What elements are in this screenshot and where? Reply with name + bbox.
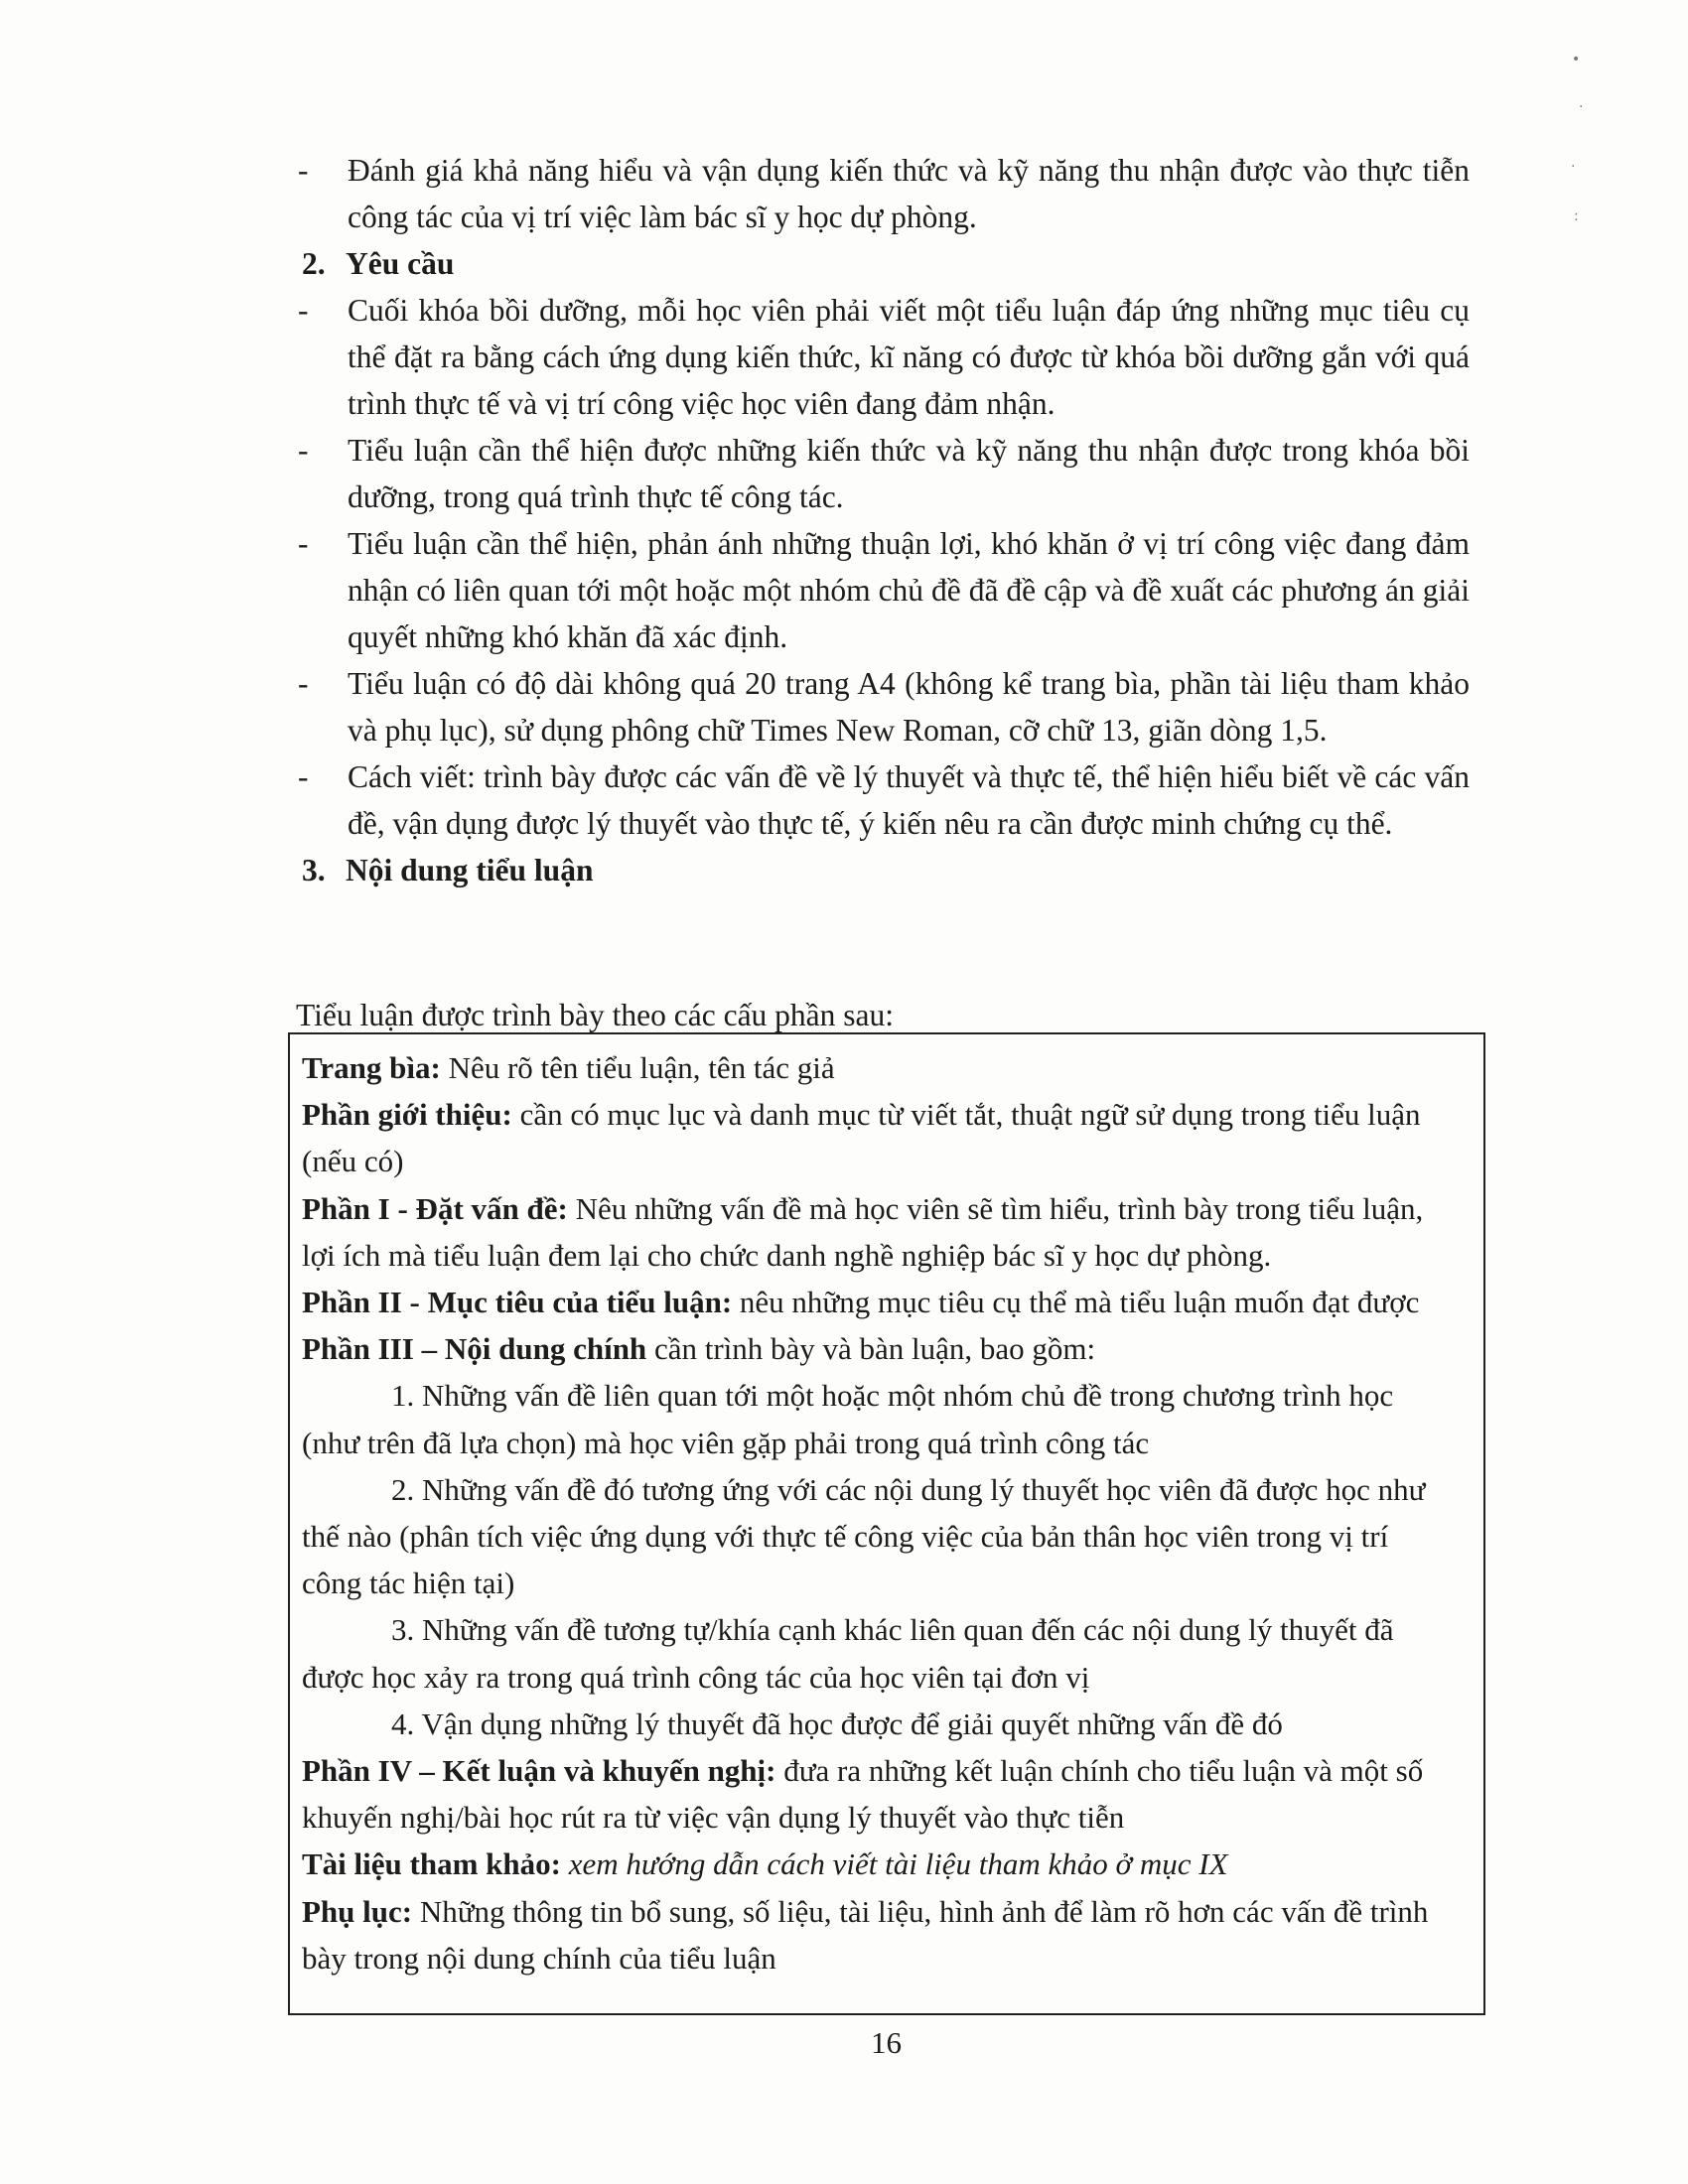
item-label: Tài liệu tham khảo: [302,1846,561,1882]
item-text: nêu những mục tiêu cụ thể mà tiểu luận muốn đạt được [732,1285,1420,1320]
scan-speck: • [1572,52,1581,68]
bullet-section [298,147,1470,893]
bullet-text: Tiểu luận cần thể hiện được những kiến thức và kỹ năng thu nhận được trong khóa bồi dưỡng, trong quá trình thực tế công tác. [348,433,1470,514]
part3-subitem: 2. Những vấn đề đó tương ứng với các nội dung lý thuyết học viên đã được học như thế nào (phân tích việc ứng dụng với thực tế công việc của bản thân học viên trong vị trí công tác hiện tại) [302,1471,1426,1601]
item-label: Phần II - Mục tiêu của tiểu luận: [302,1285,733,1320]
bullet-text: Cách viết: trình bày được các vấn đề về lý thuyết và thực tế, thể hiện hiểu biết về các vấn đề, vận dụng được lý thuyết vào thực tế, ý kiến nêu ra cần được minh chứng cụ thể. [348,759,1470,841]
scan-speck: · [1571,159,1576,175]
item-text: Nêu những vấn đề mà học viên sẽ tìm hiểu, trình bày trong tiểu luận, lợi ích mà tiểu luận đem lại cho chức danh nghề nghiệp bác sĩ y học dự phòng. [302,1190,1424,1273]
box-item-cover [302,1044,1456,1091]
box-item-intro [302,1091,1456,1184]
box-item-appendix [302,1888,1456,1981]
part3-subitem: 3. Những vấn đề tương tự/khía cạnh khác liên quan đến các nội dung lý thuyết đã được học xảy ra trong quá trình công tác của học viên tại đơn vị [302,1612,1394,1695]
part3-subitem: 4. Vận dụng những lý thuyết đã học được để giải quyết những vấn đề đó [391,1706,1283,1741]
section-heading-3 [302,847,1470,893]
scan-speck: : [1574,208,1579,224]
item-label: Phần III – Nội dung chính [302,1331,647,1367]
section-number: 3. [302,853,326,887]
item-label: Phần I - Đặt vấn đề: [302,1190,568,1226]
section-title: Yêu cầu [346,246,455,281]
bullet-item [298,147,1470,240]
scan-speck: · [1579,99,1584,115]
bullet-item [298,520,1470,660]
item-label: Phụ lục: [302,1893,413,1929]
section-number: 2. [302,246,326,281]
box-item-part3 [302,1325,1456,1372]
item-label: Trang bìa: [302,1050,441,1085]
bullet-dash: - [298,526,309,561]
item-text: đưa ra những kết luận chính cho tiểu luận và một số khuyến nghị/bài học rút ra từ việc vận dụng lý thuyết vào thực tiễn [302,1753,1424,1836]
bullet-text: Tiểu luận cần thể hiện, phản ánh những thuận lợi, khó khăn ở vị trí công việc đang đảm nhận có liên quan tới một hoặc một nhóm chủ đề đã đề cập và đề xuất các phương án giải quyết những khó khăn đã xác định. [348,526,1470,654]
bullet-item [298,287,1470,427]
section-intro: Tiểu luận được trình bày theo các cấu phần sau: [296,998,895,1032]
page-number: 16 [871,2025,902,2060]
item-text: xem hướng dẫn cách viết tài liệu tham khảo ở mục IX [560,1846,1228,1882]
section-heading-2 [302,240,1470,287]
bullet-text: Tiểu luận có độ dài không quá 20 trang A4 (không kể trang bìa, phần tài liệu tham khảo và phụ lục), sử dụng phông chữ Times New Roman, cỡ chữ 13, giãn dòng 1,5. [348,666,1470,748]
structure-box [288,1032,1485,2015]
item-text: Những thông tin bổ sung, số liệu, tài liệu, hình ảnh để làm rõ hơn các vấn đề trình bày trong nội dung chính của tiểu luận [302,1893,1429,1976]
item-text: cần có mục lục và danh mục từ viết tắt, thuật ngữ sử dụng trong tiểu luận (nếu có) [302,1097,1421,1179]
bullet-dash: - [298,153,309,188]
bullet-dash: - [298,759,309,794]
item-label: Phần giới thiệu: [302,1097,512,1133]
bullet-item [298,660,1470,753]
bullet-dash: - [298,433,309,468]
item-label: Phần IV – Kết luận và khuyến nghị: [302,1753,776,1789]
bullet-item [298,753,1470,847]
bullet-dash: - [298,293,309,328]
box-item-part4 [302,1747,1456,1841]
bullet-text: Đánh giá khả năng hiểu và vận dụng kiến thức và kỹ năng thu nhận được vào thực tiễn công tác của vị trí việc làm bác sĩ y học dự phòng. [348,153,1470,234]
bullet-dash: - [298,666,309,701]
bullet-item [298,427,1470,520]
box-item-part1 [302,1185,1456,1279]
box-item-references [302,1841,1456,1887]
bullet-text: Cuối khóa bồi dưỡng, mỗi học viên phải viết một tiểu luận đáp ứng những mục tiêu cụ thể đặt ra bằng cách ứng dụng kiến thức, kĩ năng có được từ khóa bồi dưỡng gắn với quá trình thực tế và vị trí công việc học viên đang đảm nhận. [348,293,1470,421]
item-text: cần trình bày và bàn luận, bao gồm: [646,1331,1096,1367]
box-item-part2 [302,1279,1456,1325]
part3-subitem: 1. Những vấn đề liên quan tới một hoặc một nhóm chủ đề trong chương trình học (như trên đã lựa chọn) mà học viên gặp phải trong quá trình công tác [302,1378,1394,1460]
section-title: Nội dung tiểu luận [346,853,594,887]
item-text: Nêu rõ tên tiểu luận, tên tác giả [440,1050,835,1085]
